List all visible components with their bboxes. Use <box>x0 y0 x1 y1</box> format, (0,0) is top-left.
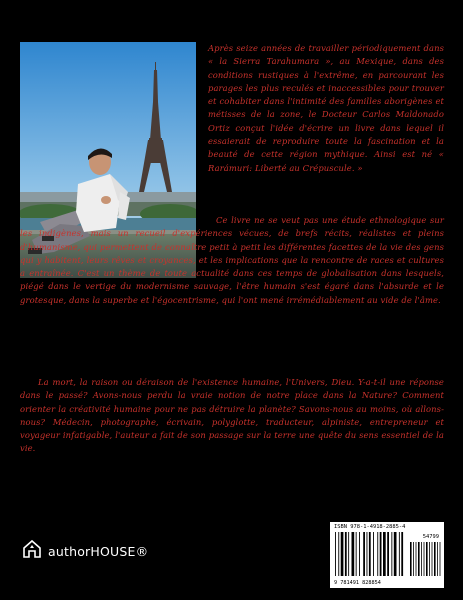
publisher-logo <box>22 540 148 562</box>
description-paragraph <box>20 214 444 307</box>
barcode-digits: 9 781491 828854 <box>334 580 381 586</box>
questions-paragraph: La mort, la raison ou déraison de l'existence humaine, l'Univers, Dieu. Y-a-t-il une réponse dans le passé? Avons-nous perdu la vraie notion de notre place dans la Nature? Comment orienter la créativité humaine pour ne pas détruire la planète? Savons-nous au moins, où allons-nous? Médecin, photographe, écrivain, polyglotte, traducteur, alpiniste, entrepreneur et voyageur infatigable, l'auteur a fait de son passage sur la terre une quête du sens essentiel de la vie. <box>20 377 444 454</box>
description-text: Ce livre ne se veut pas une étude ethnologique sur les indigènes, mais un recueil d'expériences vécues, de brefs récits, réalistes et pleins d'humanisme, qui permettent de connaître petit à petit les différentes facettes de la vie des gens qui y habitent, leurs rêves et croyances, et les implications que la rencontre de races et cultures a entraînée. C'est un thème de toute actualité dans ces temps de globalisation dans lesquels, piégé dans le vertige du modernisme sauvage, l'être humain s'est égaré dans l'absurde et le grotesque, dans la superbe et l'égocentrisme, qui l'ont mené irrémédiablement au vide de l'âme. <box>20 215 444 305</box>
barcode-bars <box>330 522 444 588</box>
authorhouse-house-icon <box>22 539 42 563</box>
isbn-number: ISBN 978-1-4918-2885-4 <box>334 524 406 530</box>
publisher-name: authorHOUSE® <box>48 543 149 559</box>
intro-paragraph: Après seize années de travailler périodiquement dans « la Sierra Tarahumara », au Mexique, dans des conditions rustiques à l'extrême, en parcourant les parages les plus reculés et inaccessibles pour trouver et cohabiter dans l'intimité des familles aborigènes et métisses de la zone, le Docteur Carlos Maldonado Ortiz conçut l'idée d'écrire un livre dans lequel il essaierait de reproduire toute la fascination et la beauté de cette région mythique. Ainsi est né « Rarámuri: Liberté au Crépuscule. » <box>208 43 444 173</box>
price-code: 54799 <box>422 534 439 540</box>
isbn-barcode <box>330 522 444 588</box>
